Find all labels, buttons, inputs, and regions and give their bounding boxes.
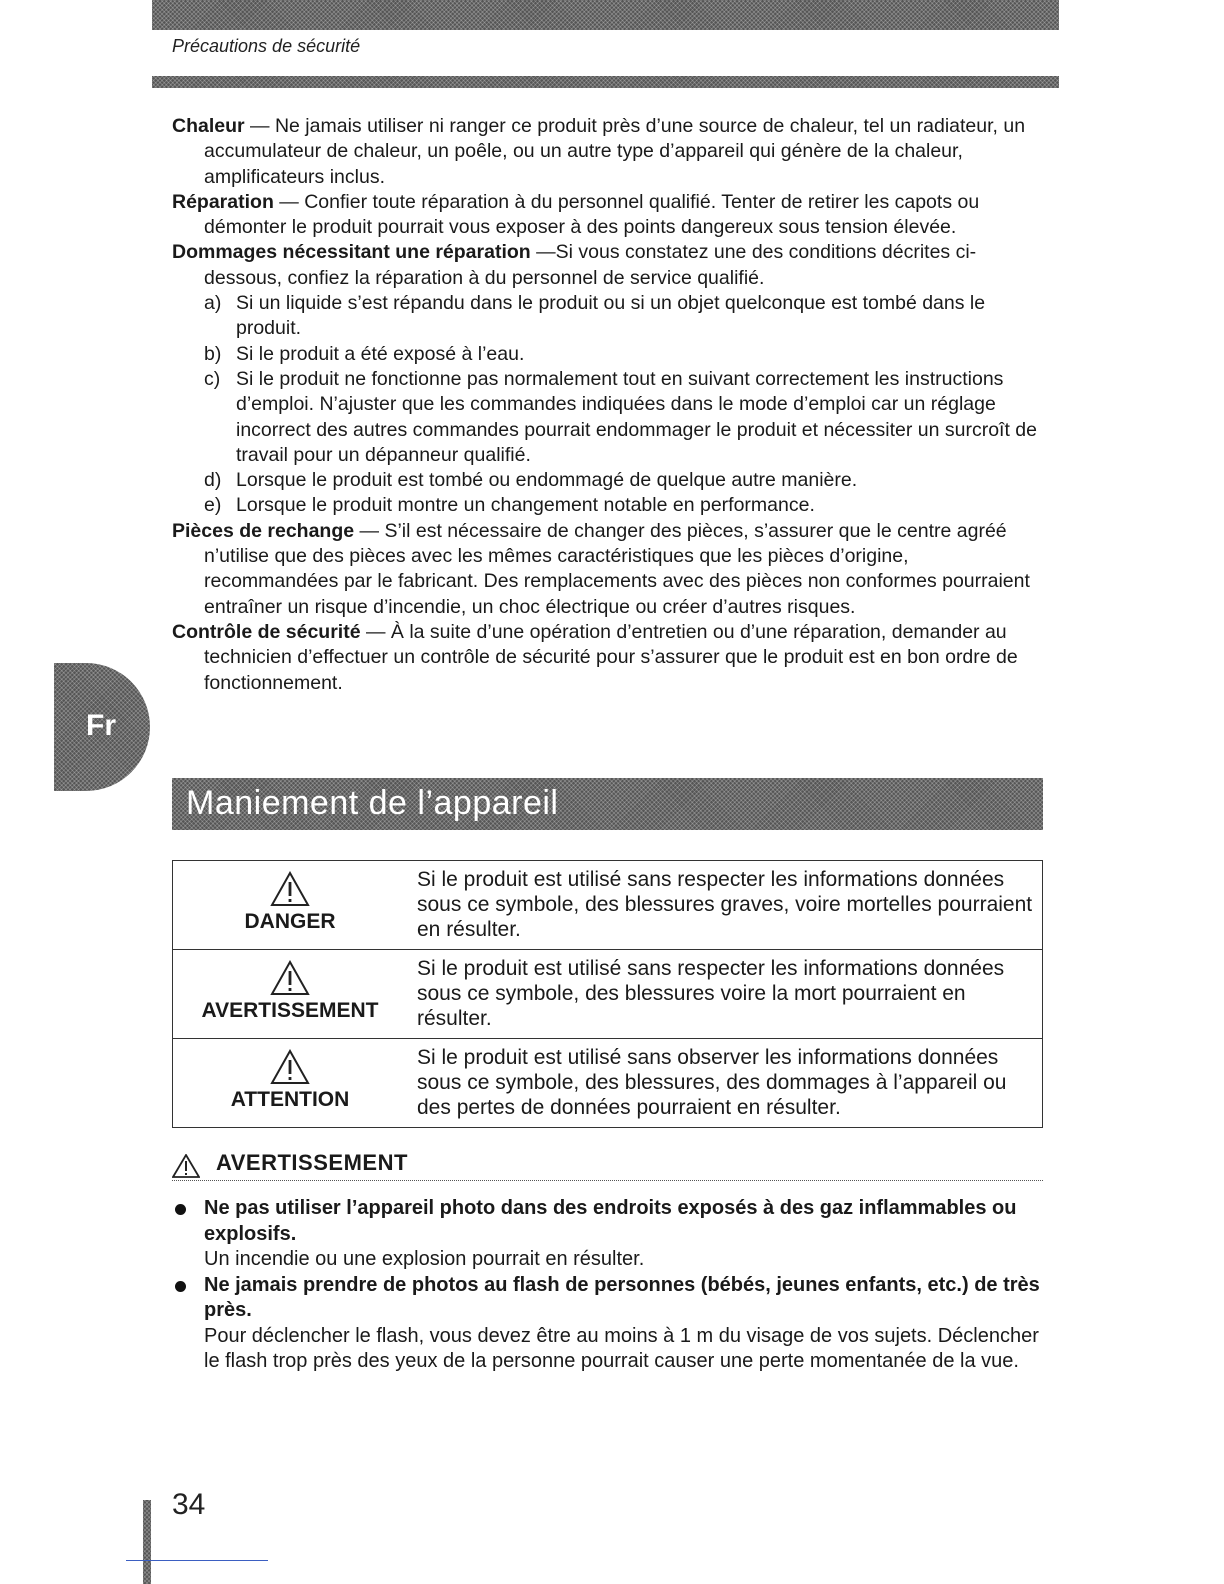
hazard-description: Si le produit est utilisé sans respecter les informations données sous ce symbole, des blessures graves, voire mortelles pourraient en résulter.: [403, 861, 1043, 950]
language-tab: [54, 663, 150, 791]
warning-triangle-icon: [270, 871, 310, 907]
footer-line: [126, 1560, 268, 1561]
section-header: Précautions de sécurité: [172, 36, 361, 56]
table-row: [173, 861, 1043, 950]
precaution-reparation: [172, 190, 1040, 241]
precaution-text: S’il est nécessaire de changer des pièces, s’assurer que le centre agréé n’utilise que des pièces avec les mêmes caractéristiques que les pièces d’origine, recommandées par le fabricant. Des remplacements avec des pièces non conformes pourraient entraîner un risque d’incendie, un choc électrique ou créer d’autres risques.: [204, 519, 1030, 618]
hazard-level-label: ATTENTION: [230, 1088, 350, 1111]
hazard-symbol-cell: [173, 861, 404, 950]
condition-text: Lorsque le produit est tombé ou endommagé de quelque autre manière.: [236, 469, 858, 492]
condition-label: d): [204, 469, 222, 492]
precaution-separator: —: [273, 190, 305, 213]
precaution-text: Si vous constatez une des conditions décrites ci-dessous, confiez la réparation à du personnel de service qualifié.: [204, 241, 977, 289]
precaution-pieces: [172, 519, 1040, 620]
precaution-term: Pièces de rechange: [172, 519, 355, 542]
warning-item-body: Un incendie ou une explosion pourrait en résulter.: [204, 1248, 645, 1270]
precaution-separator: —: [530, 241, 556, 264]
precaution-term: Dommages nécessitant une réparation: [172, 241, 531, 264]
hazard-symbol-cell: [173, 950, 404, 1039]
condition-text: Si le produit a été exposé à l’eau.: [236, 342, 525, 365]
condition-label: c): [204, 367, 221, 390]
precaution-text: Ne jamais utiliser ni ranger ce produit près d’une source de chaleur, tel un radiateur, un accumulateur de chaleur, un poêle, ou un autre type d’appareil qui génère de la chaleur, amplificateurs inclus.: [204, 115, 1026, 188]
condition-item: [172, 493, 1040, 518]
hazard-level-label: AVERTISSEMENT: [201, 999, 379, 1022]
condition-label: b): [204, 342, 222, 365]
hazard-description: Si le produit est utilisé sans observer les informations données sous ce symbole, des blessures, des dommages à l’appareil ou des pertes de données pourraient en résulter.: [403, 1039, 1043, 1128]
top-header-band: [152, 0, 1059, 30]
precaution-text: À la suite d’une opération d’entretien ou d’une réparation, demander au technicien d’effectuer un contrôle de sécurité pour s’assurer que le produit est en bon ordre de fonctionnement.: [204, 620, 1018, 694]
condition-label: a): [204, 292, 222, 315]
precaution-chaleur: [172, 114, 1040, 190]
precaution-text: Confier toute réparation à du personnel qualifié. Tenter de retirer les capots ou démonter le produit pourrait vous exposer à des points dangereux sous tension élevée.: [204, 190, 980, 239]
hazard-levels-table: [172, 860, 1043, 1128]
warning-item-heading: Ne pas utiliser l’appareil photo dans des endroits exposés à des gaz inflammables ou explosifs.: [204, 1197, 1017, 1245]
hazard-description: Si le produit est utilisé sans respecter les informations données sous ce symbole, des blessures voire la mort pourraient en résulter.: [403, 950, 1043, 1039]
banner-title: Maniement de l’appareil: [186, 784, 559, 822]
condition-item: [172, 367, 1040, 468]
section-banner: [172, 778, 1043, 830]
list-item: [172, 1196, 1043, 1273]
condition-item: [172, 342, 1040, 367]
page-marker: [143, 1500, 151, 1584]
condition-label: e): [204, 494, 222, 517]
warning-item-heading: Ne jamais prendre de photos au flash de personnes (bébés, jeunes enfants, etc.) de très près.: [204, 1273, 1040, 1321]
condition-item: [172, 468, 1040, 493]
hazard-level-label: DANGER: [244, 910, 336, 933]
warning-heading-title: AVERTISSEMENT: [216, 1150, 408, 1175]
table-row: [173, 1039, 1043, 1128]
condition-text: Si le produit ne fonctionne pas normalement tout en suivant correctement les instructions d’emploi. N’ajuster que les commandes indiquées dans le mode d’emploi car un réglage incorrect des autres commandes pourrait endommager le produit et nécessiter un surcroît de travail pour un dépanneur qualifié.: [236, 367, 1037, 466]
condition-item: [172, 291, 1040, 342]
precaution-term: Contrôle de sécurité: [172, 620, 361, 643]
precaution-controle: [172, 620, 1040, 696]
list-item: [172, 1273, 1043, 1375]
precaution-separator: —: [244, 115, 275, 137]
warning-item-body: Pour déclencher le flash, vous devez être au moins à 1 m du visage de vos sujets. Déclencher le flash trop près des yeux de la personne pourrait causer une perte momentanée de la vue.: [204, 1324, 1039, 1372]
table-row: [173, 950, 1043, 1039]
warning-triangle-icon: [270, 1049, 310, 1085]
precaution-separator: —: [354, 519, 385, 542]
warning-list: [172, 1196, 1043, 1375]
warning-triangle-icon: [270, 960, 310, 996]
condition-text: Si un liquide s’est répandu dans le produit ou si un objet quelconque est tombé dans le produit.: [236, 292, 986, 340]
bullet-icon: [175, 1281, 186, 1292]
precaution-dommages: [172, 240, 1040, 291]
page-number: 34: [172, 1488, 206, 1521]
precaution-term: Réparation: [172, 190, 274, 213]
precautions-list: [172, 114, 1040, 696]
bullet-icon: [175, 1204, 186, 1215]
warning-triangle-icon: [172, 1154, 200, 1178]
header-rule: [152, 76, 1059, 88]
precaution-term: Chaleur: [172, 115, 245, 137]
precaution-separator: —: [360, 620, 391, 643]
warning-heading: [172, 1150, 1043, 1181]
language-tab-label: Fr: [86, 709, 116, 742]
hazard-symbol-cell: [173, 1039, 404, 1128]
condition-text: Lorsque le produit montre un changement notable en performance.: [236, 494, 815, 517]
